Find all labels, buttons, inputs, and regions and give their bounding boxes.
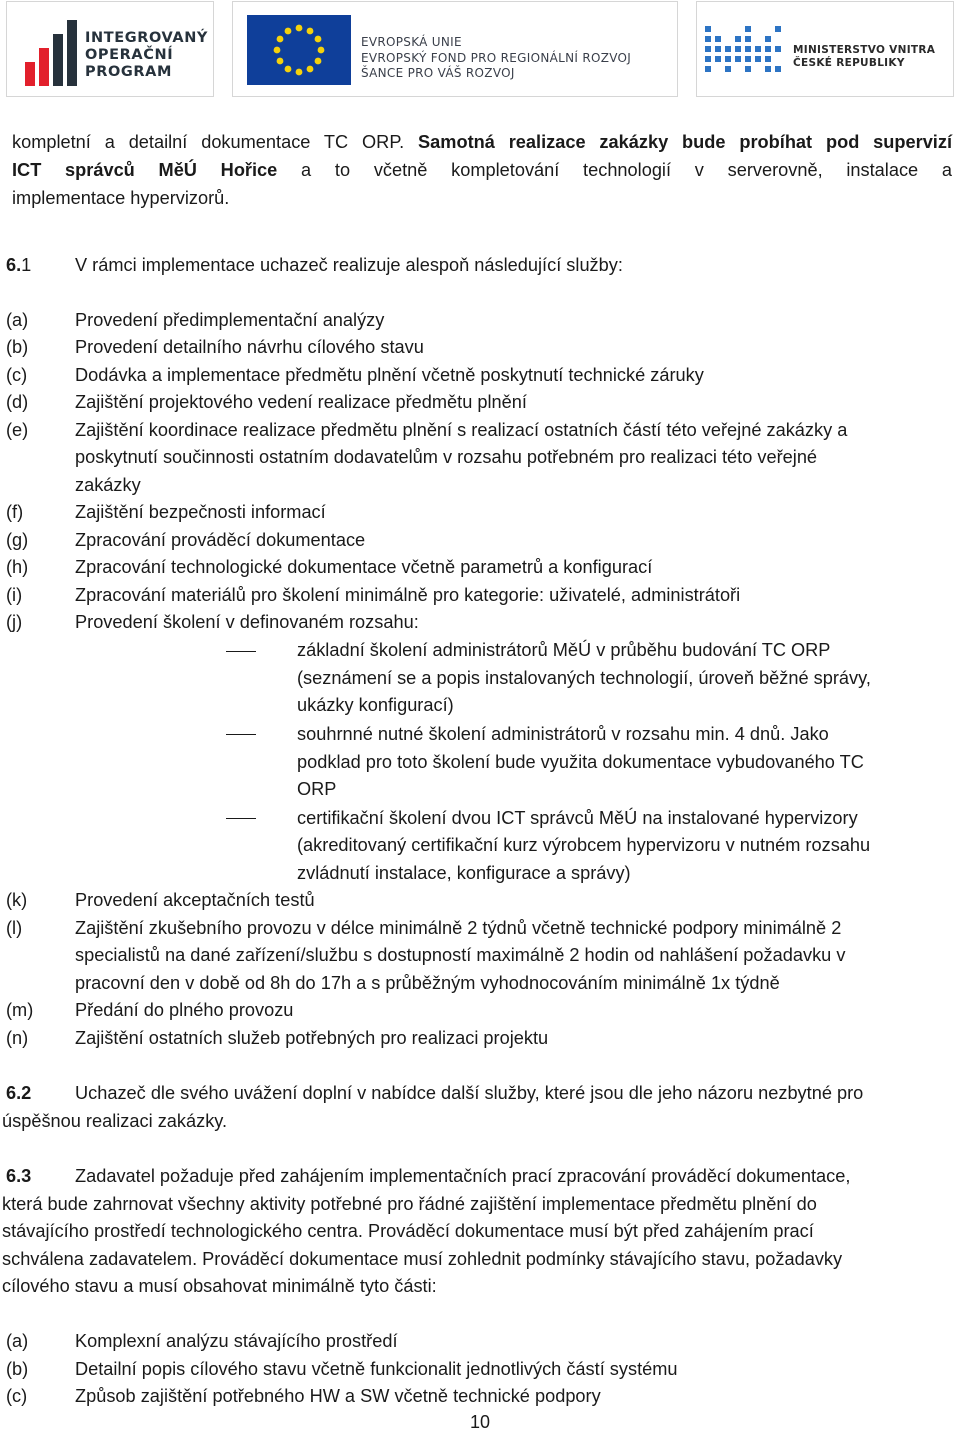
list-item-text: Provedení školení v definovaném rozsahu:: [75, 612, 419, 632]
list-item-text: Zajištění ostatních služeb potřebných pro realizaci projektu: [75, 1028, 549, 1048]
section-6-1-heading: V rámci implementace uchazeč realizuje alespoň následující služby:: [75, 255, 623, 275]
section-6-3-text: Zadavatel požaduje před zahájením implementačních prací zpracování prováděcí dokumentace,: [75, 1166, 851, 1186]
list-item-text: Komplexní analýzu stávajícího prostředí: [75, 1331, 398, 1351]
mv-line1: MINISTERSTVO VNITRA: [793, 44, 936, 56]
eu-line3: ŠANCE PRO VÁŠ ROZVOJ: [361, 66, 515, 80]
dash-bullet-icon: [226, 734, 256, 735]
mv-line2: ČESKÉ REPUBLIKY: [793, 56, 905, 69]
list-item-text: Zpracování prováděcí dokumentace: [75, 530, 366, 550]
sub-item-text: ORP: [297, 779, 337, 799]
mv-logo: [696, 1, 954, 97]
iop-logo-text: [85, 30, 208, 81]
section-6-3-text: cílového stavu a musí obsahovat minimálně tyto části:: [2, 1276, 437, 1296]
dash-bullet-icon: [226, 818, 256, 819]
list-item-text: Předání do plného provozu: [75, 1000, 294, 1020]
mv-logo-text: [793, 44, 935, 69]
list-item-text: Způsob zajištění potřebného HW a SW včetně technické podpory: [75, 1386, 601, 1406]
list-item-text: Zajištění projektového vedení realizace předmětu plnění: [75, 392, 527, 412]
sub-item-text: (seznámení se a popis instalovaných technologií, úroveň běžné správy,: [297, 668, 871, 688]
list-item-label: (h): [6, 557, 29, 577]
iop-line3: PROGRAM: [85, 64, 173, 80]
list-item-text: Zajištění bezpečnosti informací: [75, 502, 326, 522]
sub-item-text: podklad pro toto školení bude využita dokumentace vybudovaného TC: [297, 752, 864, 772]
section-6-3-number: 6.3: [6, 1166, 32, 1186]
section-6-2-text: Uchazeč dle svého uvážení doplní v nabídce další služby, které jsou dle jeho názoru nezbytné pro: [75, 1083, 864, 1103]
list-item-label: (g): [6, 530, 29, 550]
intro-line-3: implementace hypervizorů.: [12, 188, 230, 208]
list-item-text: Detailní popis cílového stavu včetně funkcionalit jednotlivých částí systému: [75, 1359, 678, 1379]
list-item-text: pracovní den v době od 8h do 17h a s průběžným vyhodnocováním minimálně 1x týdně: [75, 973, 780, 993]
list-item-label: (i): [6, 585, 23, 605]
section-6-2-text: úspěšnou realizaci zakázky.: [2, 1111, 228, 1131]
eu-line1: EVROPSKÁ UNIE: [361, 35, 462, 49]
list-item-label: (k): [6, 890, 28, 910]
mv-emblem-icon: [701, 18, 787, 88]
list-item-label: (c): [6, 365, 28, 385]
page-number: 10: [469, 1412, 491, 1432]
iop-line2: OPERAČNÍ: [85, 47, 174, 63]
list-item-label: (n): [6, 1028, 29, 1048]
intro-line-2-normal: a to včetně kompletování technologií v serverovně, instalace a: [301, 160, 953, 180]
list-item-label: (a): [6, 1331, 29, 1351]
eu-line2: EVROPSKÝ FOND PRO REGIONÁLNÍ ROZVOJ: [361, 50, 632, 65]
dash-bullet-icon: [226, 651, 256, 652]
sub-item-text: zvládnutí instalace, konfigurace a správy): [297, 863, 631, 883]
section-6-1-number: 6.1: [6, 255, 32, 275]
section-6-3-text: stávajícího prostředí technologického centra. Prováděcí dokumentace musí být před zahájením prací: [2, 1221, 814, 1241]
iop-logo: [6, 1, 214, 97]
intro-line-1-bold: Samotná realizace zakázky bude probíhat pod supervizí: [418, 132, 953, 152]
list-item-text: poskytnutí součinnosti ostatním dodavatelům v rozsahu potřebném pro realizaci této veřejné: [75, 447, 818, 467]
list-item-text: Provedení akceptačních testů: [75, 890, 315, 910]
section-6-2-number: 6.2: [6, 1083, 32, 1103]
header-logos: [6, 0, 954, 98]
list-item-label: (b): [6, 1359, 29, 1379]
intro-line-2-bold: ICT správců MěÚ Hořice: [12, 160, 278, 180]
list-item-label: (a): [6, 310, 29, 330]
list-item-text: specialistů na dané zařízení/službu s dostupností maximálně 2 hodin od nahlášení požadavku v: [75, 945, 846, 965]
list-item-label: (c): [6, 1386, 28, 1406]
iop-line1: INTEGROVANÝ: [85, 30, 209, 46]
list-item-label: (j): [6, 612, 23, 632]
section-6-3-text: která bude zahrnovat všechny aktivity potřebné pro řádné zajištění implementace předmětu plnění do: [2, 1194, 817, 1214]
eu-flag-icon: [247, 15, 351, 85]
list-item-text: Provedení detailního návrhu cílového stavu: [75, 337, 424, 357]
sub-item-text: (akreditovaný certifikační kurz výrobcem hypervizoru v nutném rozsahu: [297, 835, 871, 855]
list-item-text: Zajištění koordinace realizace předmětu plnění s realizací ostatních částí této veřejné zakázky a: [75, 420, 848, 440]
list-item-text: Zpracování technologické dokumentace včetně parametrů a konfigurací: [75, 557, 653, 577]
list-item-label: (d): [6, 392, 29, 412]
list-item-text: Zpracování materiálů pro školení minimálně pro kategorie: uživatelé, administrátoři: [75, 585, 741, 605]
sub-item-text: souhrnné nutné školení administrátorů v rozsahu min. 4 dnů. Jako: [297, 724, 829, 744]
intro-line-1: [12, 129, 952, 157]
list-item-label: (f): [6, 502, 24, 522]
intro-line-2: [12, 157, 952, 185]
sub-item-text: ukázky konfigurací): [297, 695, 454, 715]
list-item-label: (e): [6, 420, 29, 440]
list-item-text: Zajištění zkušebního provozu v délce minimálně 2 týdnů včetně technické podpory minimálně 2: [75, 918, 842, 938]
list-item-text: Provedení předimplementační analýzy: [75, 310, 385, 330]
list-item-text: zakázky: [75, 475, 141, 495]
sub-item-text: certifikační školení dvou ICT správců MěÚ na instalované hypervizory: [297, 808, 858, 828]
section-6-3-text: schválena zadavatelem. Prováděcí dokumentace musí zohlednit podmínky stávajícího stavu, požadavky: [2, 1249, 843, 1269]
eu-logo-text: [361, 35, 631, 82]
list-item-label: (l): [6, 918, 23, 938]
list-item-text: Dodávka a implementace předmětu plnění včetně poskytnutí technické záruky: [75, 365, 704, 385]
iop-emblem-icon: [13, 2, 83, 96]
eu-logo: [232, 1, 678, 97]
list-item-label: (b): [6, 337, 29, 357]
list-item-label: (m): [6, 1000, 34, 1020]
sub-item-text: základní školení administrátorů MěÚ v průběhu budování TC ORP: [297, 640, 831, 660]
intro-line-1-normal: kompletní a detailní dokumentace TC ORP.: [12, 132, 405, 152]
